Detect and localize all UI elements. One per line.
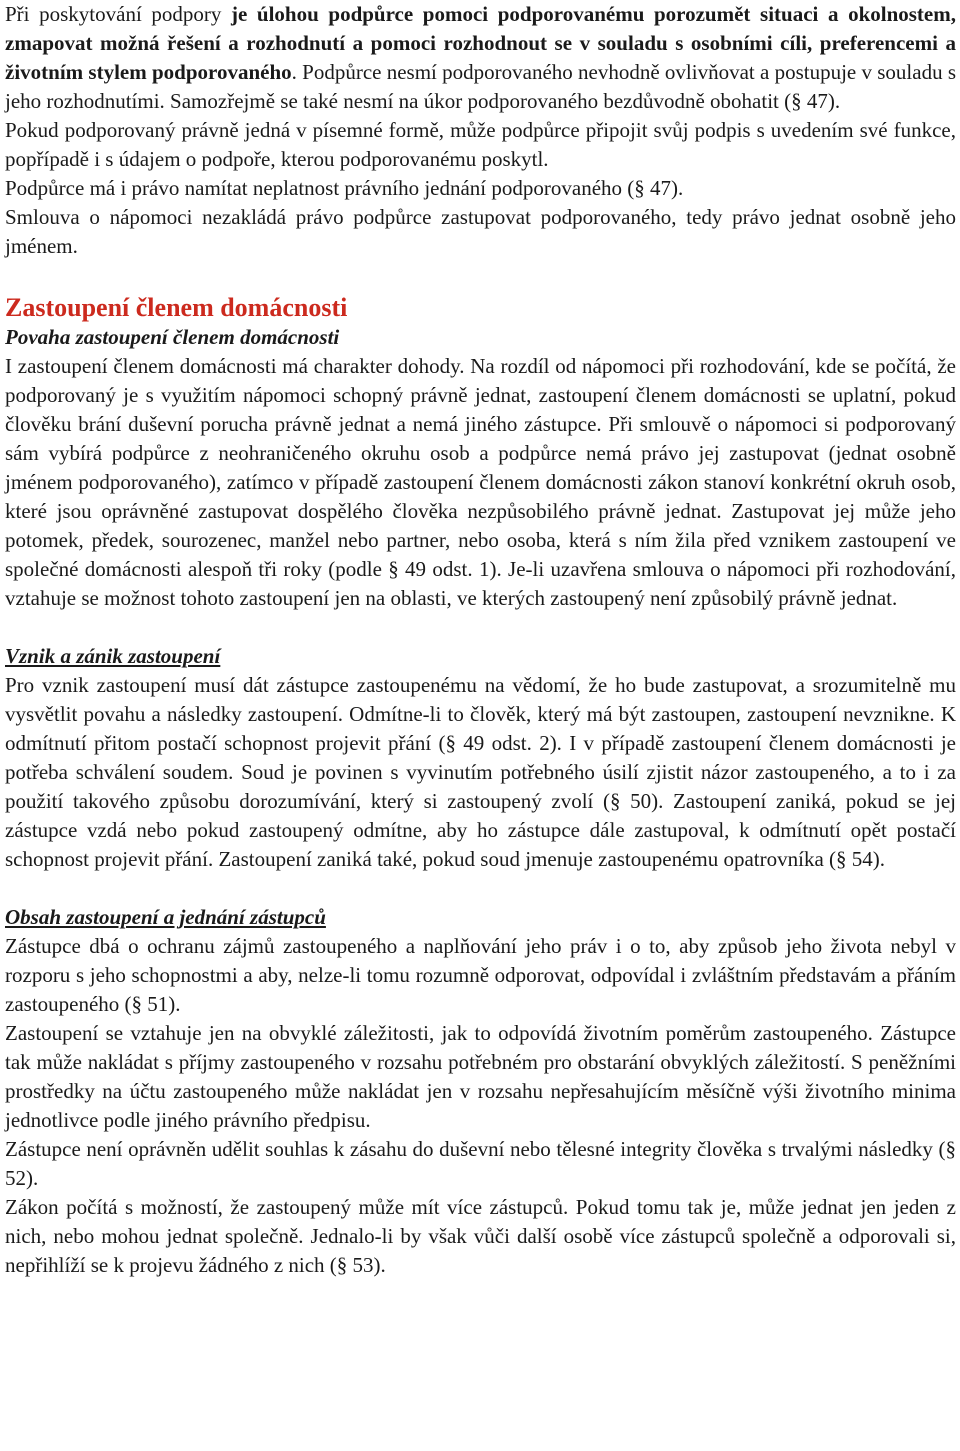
- spacer: [5, 874, 956, 903]
- paragraph-obsah-2: Zastoupení se vztahuje jen na obvyklé záležitosti, jak to odpovídá životním poměrům zastoupeného. Zástupce tak může nakládat s příjmy zastoupeného v rozsahu potřebném pro obstarání obvyklých záležitostí. S peněžními prostředky na účtu zastoupeného může nakládat jen v rozsahu nepřesahujícím měsíčně výši životního minima jednotlivce podle jiného právního předpisu.: [5, 1021, 956, 1132]
- intro-bold-text: je úlohou podpůrce pomoci podporovanému porozumět situaci a okolnostem, zmapovat možná řešení a rozhodnutí a pomoci rozhodnout se v souladu s osobními cíli, preferencemi a životním stylem podporovaného: [5, 2, 956, 84]
- intro-text-continued: . Podpůrce nesmí podporovaného nevhodně ovlivňovat a postupuje v souladu s jeho rozhodnutími. Samozřejmě se také nesmí na úkor podporovaného bezdůvodně obohatit (§ 47).: [5, 60, 956, 113]
- subheading-povaha: Povaha zastoupení členem domácnosti: [5, 325, 340, 349]
- intro-text: Při poskytování podpory: [5, 2, 231, 26]
- spacer: [5, 261, 956, 291]
- section-heading: Zastoupení členem domácnosti: [5, 293, 348, 322]
- intro-paragraph-1: [5, 0, 956, 116]
- paragraph-obsah-1: Zástupce dbá o ochranu zájmů zastoupeného a naplňování jeho práv i o to, aby způsob jeho života nebyl v rozporu s jeho schopnostmi a aby, nelze-li tomu rozumně odporovat, odpovídal i zvláštním představám a přáním zastoupeného (§ 51).: [5, 934, 956, 1016]
- subheading-vznik: Vznik a zánik zastoupení: [5, 644, 221, 668]
- paragraph-obsah-4: Zákon počítá s možností, že zastoupený může mít více zástupců. Pokud tomu tak je, může jednat jen jeden z nich, nebo mohou jednat společně. Jednalo-li by však vůči další osobě více zástupců společně a odporovali si, nepřihlíží se k projevu žádného z nich (§ 53).: [5, 1195, 956, 1277]
- intro-paragraph-2: Pokud podporovaný právně jedná v písemné formě, může podpůrce připojit svůj podpis s uvedením své funkce, popřípadě i s údajem o podpoře, kterou podporovanému poskytl.: [5, 118, 956, 171]
- paragraph-vznik: Pro vznik zastoupení musí dát zástupce zastoupenému na vědomí, že ho bude zastupovat, a srozumitelně mu vysvětlit povahu a následky zastoupení. Odmítne-li to člověk, který má být zastoupen, zastoupení nevznikne. K odmítnutí přitom postačí schopnost projevit přání (§ 49 odst. 2). I v případě zastoupení členem domácnosti je potřeba schválení soudem. Soud je povinen s vyvinutím potřebného úsilí zjistit názor zastoupeného, a to i za použití takového způsobu dorozumívání, který si zastoupený zvolí (§ 50). Zastoupení zaniká, pokud se jej zástupce vzdá nebo pokud zastoupený odmítne, aby ho zástupce dále zastupoval, k odmítnutí opět postačí schopnost projevit přání. Zastoupení zaniká také, pokud soud jmenuje zastoupenému opatrovníka (§ 54).: [5, 673, 956, 871]
- subheading-obsah: Obsah zastoupení a jednání zástupců: [5, 905, 326, 929]
- intro-paragraph-4: Smlouva o nápomoci nezakládá právo podpůrce zastupovat podporovaného, tedy právo jednat osobně jeho jménem.: [5, 205, 956, 258]
- document-page: [5, 0, 956, 1280]
- paragraph-povaha: I zastoupení členem domácnosti má charakter dohody. Na rozdíl od nápomoci při rozhodování, kde se počítá, že podporovaný je s využitím nápomoci schopný právně jednat, zastoupení členem domácnosti se uplatní, pokud člověku brání duševní porucha právně jednat a nemá jiného zástupce. Při smlouvě o nápomoci si podporovaný sám vybírá podpůrce z neohraničeného okruhu osob a podpůrce nemá právo jej zastupovat (jednat osobně jménem podporovaného), zatímco v případě zastoupení členem domácnosti zákon stanoví konkrétní okruh osob, které jsou oprávněné zastupovat dospělého člověka nezpůsobilého právně jednat. Zastupovat jej může jeho potomek, předek, sourozenec, manžel nebo partner, nebo osoba, která s ním žila před vznikem zastoupení ve společné domácnosti alespoň tři roky (podle § 49 odst. 1). Je-li uzavřena smlouva o nápomoci při rozhodování, vztahuje se možnost tohoto zastoupení jen na oblasti, ve kterých zastoupený není způsobilý právně jednat.: [5, 354, 956, 610]
- intro-paragraph-3: Podpůrce má i právo namítat neplatnost právního jednání podporovaného (§ 47).: [5, 176, 684, 200]
- spacer: [5, 613, 956, 642]
- paragraph-obsah-3: Zástupce není oprávněn udělit souhlas k zásahu do duševní nebo tělesné integrity člověka s trvalými následky (§ 52).: [5, 1137, 956, 1190]
